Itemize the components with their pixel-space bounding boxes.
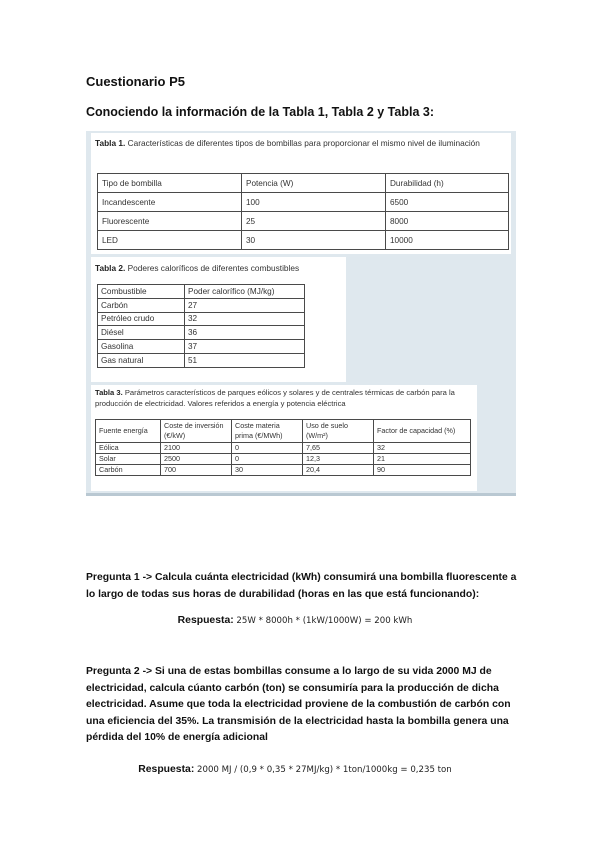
table-cell: Carbón xyxy=(96,465,161,476)
table-cell: 2500 xyxy=(161,454,232,465)
table2-panel xyxy=(91,257,346,382)
table3-caption-text: Parámetros característicos de parques eólicos y solares y de centrales térmicas de carbón para la producción de electricidad. Valores referidos a energía y potencia eléctrica xyxy=(95,388,455,408)
table-row xyxy=(98,193,509,212)
table1 xyxy=(97,173,509,250)
table-cell: 30 xyxy=(232,465,303,476)
table-row xyxy=(98,298,305,312)
table-header-cell: Poder calorífico (MJ/kg) xyxy=(185,285,305,299)
table3 xyxy=(95,419,471,476)
table-cell: 32 xyxy=(374,443,471,454)
page-title: Cuestionario P5 xyxy=(86,74,185,89)
table1-caption xyxy=(95,137,505,149)
table-row xyxy=(98,326,305,340)
answer-2 xyxy=(0,764,595,775)
table-cell: 7,65 xyxy=(303,443,374,454)
table-cell: 2100 xyxy=(161,443,232,454)
table-cell: 10000 xyxy=(386,231,509,250)
table-header-cell: Fuente energía xyxy=(96,420,161,443)
table-cell: Carbón xyxy=(98,298,185,312)
table2-caption xyxy=(95,262,299,274)
table-cell: 6500 xyxy=(386,193,509,212)
table2-caption-label: Tabla 2. xyxy=(95,263,126,273)
table-cell: 25 xyxy=(242,212,386,231)
table-header-cell: Uso de suelo (W/m²) xyxy=(303,420,374,443)
table-cell: 90 xyxy=(374,465,471,476)
table-row xyxy=(96,454,471,465)
table-row xyxy=(98,340,305,354)
table-cell: 21 xyxy=(374,454,471,465)
table-cell: 32 xyxy=(185,312,305,326)
answer-1-label: Respuesta: xyxy=(177,615,234,626)
table-cell: 100 xyxy=(242,193,386,212)
table-cell: 51 xyxy=(185,353,305,367)
table-cell: LED xyxy=(98,231,242,250)
table-cell: Eólica xyxy=(96,443,161,454)
table-row xyxy=(98,212,509,231)
table-header-cell: Factor de capacidad (%) xyxy=(374,420,471,443)
table-cell: Gasolina xyxy=(98,340,185,354)
table-cell: 30 xyxy=(242,231,386,250)
table3-caption-label: Tabla 3. xyxy=(95,388,123,397)
table-row xyxy=(98,312,305,326)
table1-caption-text: Características de diferentes tipos de bombillas para proporcionar el mismo nivel de iluminación xyxy=(125,138,480,148)
table-header-row xyxy=(96,420,471,443)
table-cell: Gas natural xyxy=(98,353,185,367)
tables-image xyxy=(86,131,516,496)
table-cell: 12,3 xyxy=(303,454,374,465)
question-2: Pregunta 2 -> Si una de estas bombillas consume a lo largo de su vida 2000 MJ de electricidad, calcula cúanto carbón (ton) se consumiría para la producción de dicha electricidad. Asume que toda la electricidad proviene de la combustión de carbón con una eficiencia del 35%. La transmisión de la electricidad hasta la bombilla genera una pérdida del 10% de energía adicional xyxy=(86,666,511,743)
image-bottom-edge xyxy=(86,493,516,496)
table-header-cell: Potencia (W) xyxy=(242,174,386,193)
table-cell: Solar xyxy=(96,454,161,465)
table-row xyxy=(98,353,305,367)
table-cell: Petróleo crudo xyxy=(98,312,185,326)
table-row xyxy=(98,231,509,250)
table3-caption xyxy=(95,387,475,409)
answer-1-value: 25W * 8000h * (1kW/1000W) = 200 kWh xyxy=(233,616,413,626)
table-row xyxy=(96,465,471,476)
table-header-cell: Coste materia prima (€/MWh) xyxy=(232,420,303,443)
table-row xyxy=(96,443,471,454)
answer-2-value: 2000 MJ / (0,9 * 0,35 * 27MJ/kg) * 1ton/1000kg = 0,235 ton xyxy=(194,765,452,775)
table-cell: 27 xyxy=(185,298,305,312)
table2 xyxy=(97,284,305,368)
table-header-cell: Durabilidad (h) xyxy=(386,174,509,193)
table-cell: 700 xyxy=(161,465,232,476)
table1-panel xyxy=(91,133,511,254)
answer-1 xyxy=(0,615,595,626)
table-cell: 37 xyxy=(185,340,305,354)
table-header-row xyxy=(98,174,509,193)
table-cell: 36 xyxy=(185,326,305,340)
table2-caption-text: Poderes caloríficos de diferentes combustibles xyxy=(125,263,300,273)
table-header-cell: Coste de inversión (€/kW) xyxy=(161,420,232,443)
table3-panel xyxy=(91,385,477,491)
table-cell: Fluorescente xyxy=(98,212,242,231)
table-cell: 20,4 xyxy=(303,465,374,476)
table-header-cell: Tipo de bombilla xyxy=(98,174,242,193)
table-cell: 0 xyxy=(232,454,303,465)
answer-2-label: Respuesta: xyxy=(138,764,195,775)
table1-caption-label: Tabla 1. xyxy=(95,138,126,148)
table-header-cell: Combustible xyxy=(98,285,185,299)
table-cell: Diésel xyxy=(98,326,185,340)
table-cell: 8000 xyxy=(386,212,509,231)
table-cell: Incandescente xyxy=(98,193,242,212)
table-header-row xyxy=(98,285,305,299)
intro-text: Conociendo la información de la Tabla 1, Tabla 2 y Tabla 3: xyxy=(86,105,434,119)
table-cell: 0 xyxy=(232,443,303,454)
question-1: Pregunta 1 -> Calcula cuánta electricidad (kWh) consumirá una bombilla fluorescente a lo largo de todas sus horas de durabilidad (horas en las que está funcionando): xyxy=(86,572,517,600)
